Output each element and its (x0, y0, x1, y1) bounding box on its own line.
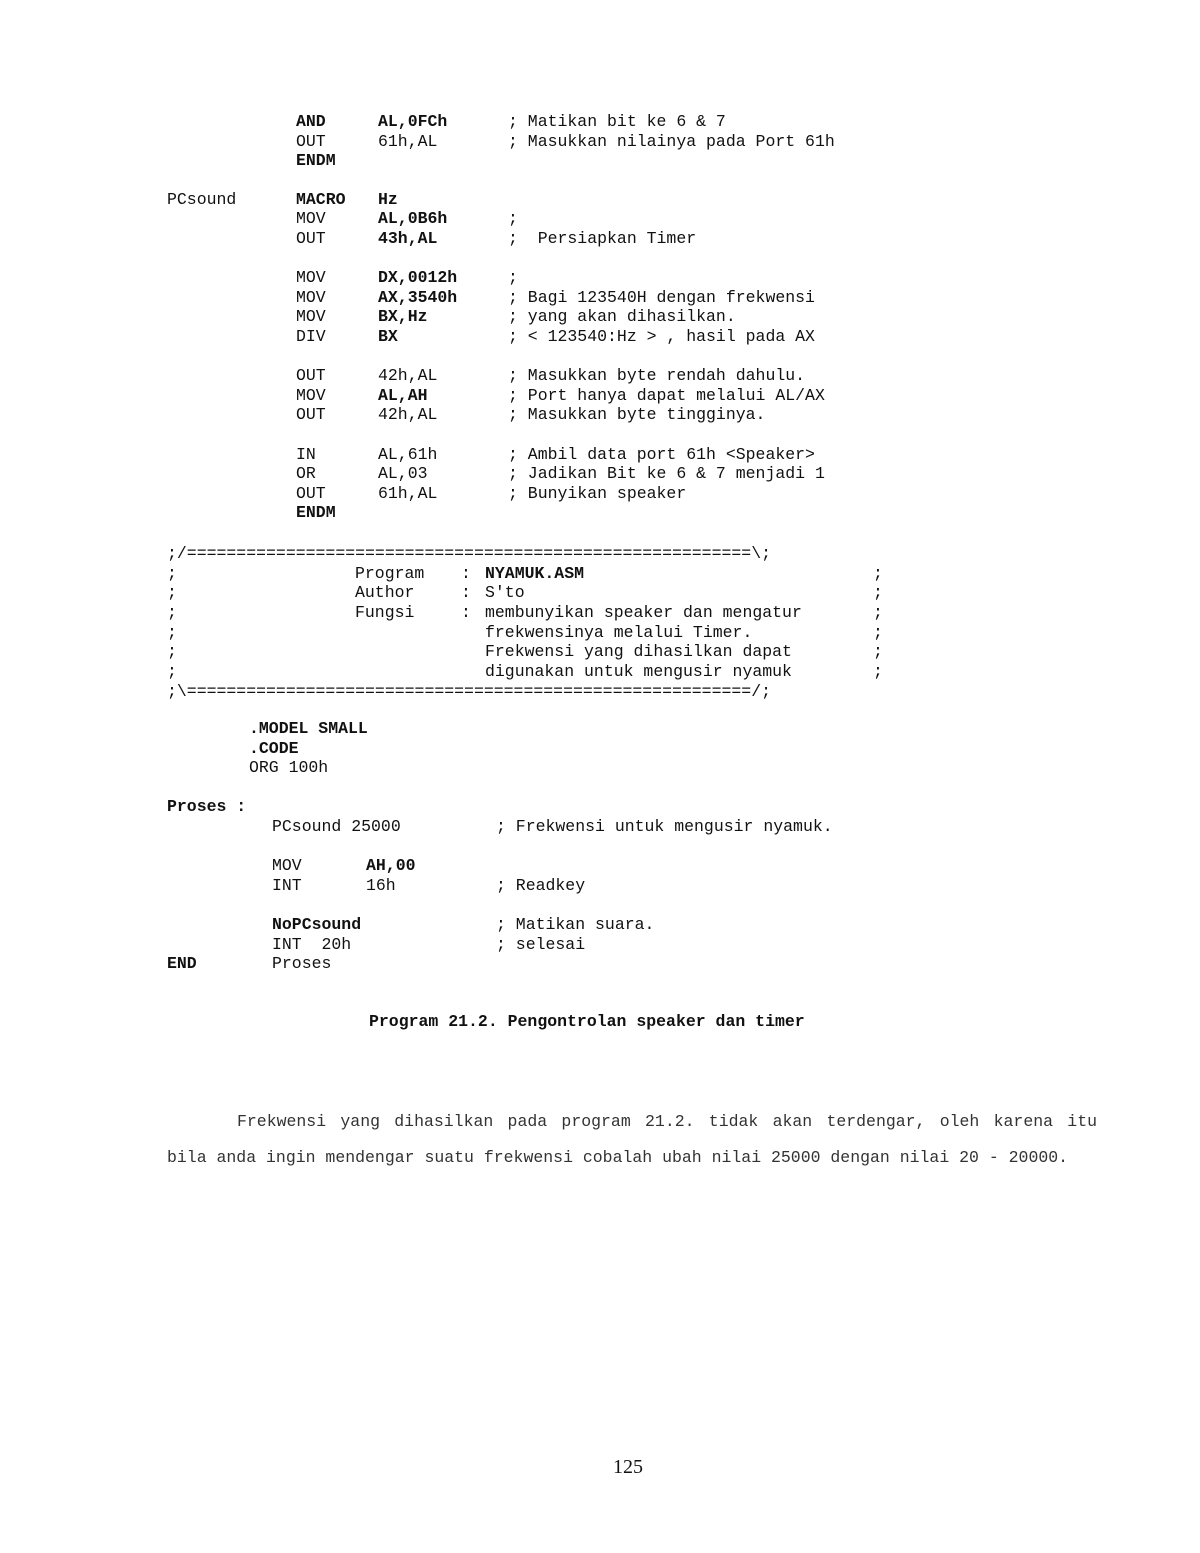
code-line (0, 915, 1200, 935)
code-mnemonic: MOV (296, 268, 326, 288)
code-line (0, 817, 1200, 837)
code-operands: 61h,AL (378, 131, 438, 151)
code-mnemonic: OUT (296, 366, 326, 386)
banner-bottom-rule (167, 682, 887, 702)
code-operands: BX,Hz (378, 307, 428, 327)
page-number: 125 (613, 1456, 643, 1478)
code-line (0, 445, 1200, 465)
code-line (0, 386, 1200, 406)
code-mnemonic: MOV (296, 307, 326, 327)
code-comment: ; (508, 209, 518, 229)
code-mnemonic: OR (296, 464, 316, 484)
paragraph-text: Frekwensi yang dihasilkan pada program 21.2. tidak akan terdengar, oleh karena itu bila anda ingin mendengar suatu frekwensi cobalah ubah nilai 25000 dengan nilai 20 - 20000. (167, 1112, 1097, 1167)
code-mnemonic: AND (296, 112, 326, 131)
code-comment: ; Jadikan Bit ke 6 & 7 menjadi 1 (508, 464, 825, 484)
code-mnemonic: MOV (296, 287, 326, 307)
code-mnemonic: OUT (296, 228, 326, 248)
code-mnemonic: .CODE (249, 738, 299, 758)
banner-value: Frekwensi yang dihasilkan dapat (485, 642, 792, 662)
banner-row (167, 583, 887, 603)
code-line (0, 876, 1200, 896)
code-comment: ; < 123540:Hz > , hasil pada AX (508, 326, 815, 346)
code-mnemonic: IN (296, 444, 316, 464)
code-mnemonic: PCsound 25000 (272, 816, 401, 836)
code-mnemonic: INT (272, 875, 302, 895)
banner-row (167, 564, 887, 584)
code-line (0, 856, 1200, 876)
banner-right-semicolon: ; (873, 642, 883, 662)
code-operands: 16h (366, 875, 396, 895)
banner-right-semicolon: ; (873, 603, 883, 623)
code-comment: ; Readkey (496, 875, 586, 895)
code-comment: ; Persiapkan Timer (508, 228, 697, 248)
code-line (0, 895, 1200, 915)
code-label: PCsound (167, 189, 237, 209)
code-line (0, 171, 1200, 190)
code-operands: AL,61h (378, 444, 438, 464)
code-line (0, 190, 1200, 210)
code-mnemonic: .MODEL SMALL (249, 719, 368, 738)
banner-row (167, 603, 887, 623)
code-operands: Hz (378, 189, 398, 209)
code-comment: ; Ambil data port 61h <Speaker> (508, 444, 815, 464)
banner-left-semicolon: ; (167, 622, 177, 642)
code-mnemonic: OUT (296, 405, 326, 425)
banner-key: Author (355, 583, 415, 603)
banner-row (167, 623, 887, 643)
banner-value: digunakan untuk mengusir nyamuk (485, 662, 792, 682)
code-line (0, 347, 1200, 367)
code-comment: ; Masukkan nilainya pada Port 61h (508, 131, 835, 151)
code-comment: ; Masukkan byte rendah dahulu. (508, 366, 806, 386)
code-comment: ; Masukkan byte tingginya. (508, 405, 766, 425)
code-mnemonic: DIV (296, 326, 326, 346)
banner-right-semicolon: ; (873, 583, 883, 603)
banner-row (167, 662, 887, 682)
banner-separator: : (461, 563, 471, 583)
banner-value: NYAMUK.ASM (485, 563, 585, 583)
code-mnemonic: ENDM (296, 151, 336, 171)
banner-value: frekwensinya melalui Timer. (485, 622, 753, 642)
code-operands: AX,3540h (378, 287, 458, 307)
code-comment: ; Bagi 123540H dengan frekwensi (508, 287, 815, 307)
code-mnemonic: ORG 100h (249, 758, 329, 778)
code-line (0, 425, 1200, 445)
code-comment: ; Bunyikan speaker (508, 483, 687, 503)
code-operands: AL,03 (378, 464, 428, 484)
code-line (0, 778, 1200, 798)
code-comment: ; Matikan suara. (496, 914, 655, 934)
code-line (0, 268, 1200, 288)
code-mnemonic: Proses (272, 954, 332, 974)
code-listing-bottom (0, 719, 1200, 974)
banner-left-semicolon: ; (167, 583, 177, 603)
code-label: Proses : (167, 797, 247, 817)
banner-key: Program (355, 563, 425, 583)
code-comment: ; Port hanya dapat melalui AL/AX (508, 385, 825, 405)
banner-right-semicolon: ; (873, 662, 883, 682)
banner-value: membunyikan speaker dan mengatur (485, 603, 802, 623)
banner-left-semicolon: ; (167, 603, 177, 623)
banner-separator: : (461, 583, 471, 603)
code-line (0, 307, 1200, 327)
code-line (0, 288, 1200, 308)
code-line (0, 797, 1200, 817)
code-listing-top (0, 112, 1200, 523)
code-line (0, 954, 1200, 974)
code-label: END (167, 954, 197, 974)
code-line (0, 484, 1200, 504)
code-line (0, 151, 1200, 171)
code-mnemonic: ENDM (296, 503, 336, 523)
banner-separator: : (461, 603, 471, 623)
code-line (0, 503, 1200, 523)
body-paragraph (167, 1104, 1097, 1176)
code-comment: ; (508, 268, 518, 288)
code-line (0, 112, 1200, 132)
banner-key: Fungsi (355, 603, 415, 623)
code-mnemonic: MACRO (296, 189, 346, 209)
code-operands: AH,00 (366, 856, 416, 876)
banner-left-semicolon: ; (167, 662, 177, 682)
code-comment: ; yang akan dihasilkan. (508, 307, 736, 327)
code-mnemonic: NoPCsound (272, 914, 362, 934)
code-operands: AL,AH (378, 385, 428, 405)
code-line (0, 758, 1200, 778)
banner-top-rule-text: ;/=========================================================\; (167, 544, 771, 563)
code-mnemonic: MOV (296, 209, 326, 229)
code-line (0, 209, 1200, 229)
code-line (0, 249, 1200, 269)
banner-value: S'to (485, 583, 525, 603)
banner-left-semicolon: ; (167, 642, 177, 662)
code-operands: AL,0B6h (378, 209, 448, 229)
code-mnemonic: MOV (296, 385, 326, 405)
code-operands: BX (378, 326, 398, 346)
code-line (0, 837, 1200, 857)
code-operands: AL,0FCh (378, 112, 448, 131)
banner-left-semicolon: ; (167, 563, 177, 583)
code-line (0, 935, 1200, 955)
code-line (0, 327, 1200, 347)
code-mnemonic: MOV (272, 856, 302, 876)
code-line (0, 366, 1200, 386)
code-operands: 42h,AL (378, 366, 438, 386)
banner-row (167, 642, 887, 662)
code-line (0, 229, 1200, 249)
banner-top-rule (167, 544, 887, 564)
code-operands: 61h,AL (378, 483, 438, 503)
listing-caption: Program 21.2. Pengontrolan speaker dan timer (369, 1012, 805, 1031)
code-comment: ; Matikan bit ke 6 & 7 (508, 112, 726, 131)
code-mnemonic: INT 20h (272, 934, 352, 954)
program-header-banner (167, 544, 887, 702)
code-line (0, 132, 1200, 152)
code-line (0, 405, 1200, 425)
code-line (0, 719, 1200, 739)
banner-right-semicolon: ; (873, 622, 883, 642)
code-operands: 42h,AL (378, 405, 438, 425)
code-line (0, 464, 1200, 484)
code-mnemonic: OUT (296, 483, 326, 503)
code-comment: ; selesai (496, 934, 586, 954)
banner-bottom-rule-text: ;\=========================================================/; (167, 681, 771, 701)
code-operands: DX,0012h (378, 268, 458, 288)
code-mnemonic: OUT (296, 131, 326, 151)
banner-right-semicolon: ; (873, 563, 883, 583)
code-line (0, 739, 1200, 759)
code-operands: 43h,AL (378, 228, 438, 248)
code-comment: ; Frekwensi untuk mengusir nyamuk. (496, 816, 833, 836)
